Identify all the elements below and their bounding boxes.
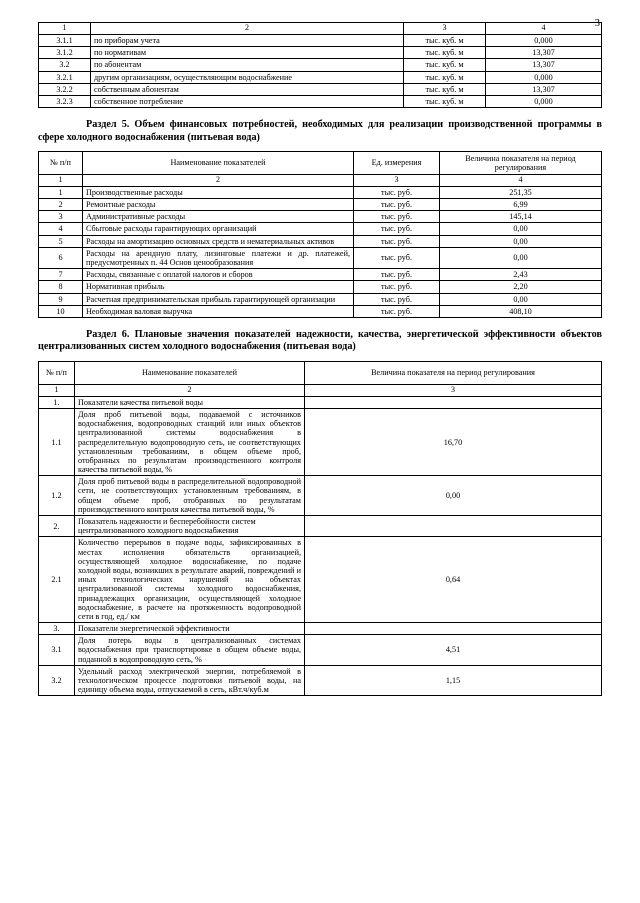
row-name: по приборам учета bbox=[91, 34, 404, 46]
table-row bbox=[39, 211, 602, 223]
table-row bbox=[39, 281, 602, 293]
table-row bbox=[39, 23, 602, 35]
table-row bbox=[39, 199, 602, 211]
col-number-3: 3 bbox=[305, 384, 602, 396]
row-unit: тыс. куб. м bbox=[404, 95, 486, 107]
table-row bbox=[39, 305, 602, 317]
row-name: Необходимая валовая выручка bbox=[83, 305, 354, 317]
table-row bbox=[39, 408, 602, 475]
row-name: собственное потребление bbox=[91, 95, 404, 107]
table-row bbox=[39, 34, 602, 46]
row-no: 1.1 bbox=[39, 408, 75, 475]
col-number-2: 2 bbox=[83, 174, 354, 186]
row-unit: тыс. куб. м bbox=[404, 83, 486, 95]
row-name: Административные расходы bbox=[83, 211, 354, 223]
row-unit: тыс. руб. bbox=[354, 199, 440, 211]
table-row bbox=[39, 174, 602, 186]
table-row bbox=[39, 59, 602, 71]
row-name: Доля проб питьевой воды в распределительной водопроводной сети, не соответствующих установленным требованиям, в общем объеме проб, отобранных по результатам производственного контроля качества питьевой воды, % bbox=[75, 476, 305, 516]
row-value bbox=[305, 623, 602, 635]
table-row bbox=[39, 83, 602, 95]
row-value: 2,43 bbox=[440, 269, 602, 281]
row-no: 2.1 bbox=[39, 537, 75, 623]
row-unit: тыс. руб. bbox=[354, 235, 440, 247]
table-continuation-wrap bbox=[38, 22, 602, 108]
col-number-2: 2 bbox=[75, 384, 305, 396]
row-value bbox=[305, 396, 602, 408]
row-name: Доля проб питьевой воды, подаваемой с источников водоснабжения, водопроводных станций или иных объектов централизованной системы водоснабжения в распределительную водопроводную сеть, не соответствующих установленным требованиям, в общем объеме проб, отобранных по результатам производственного контроля качества питьевой воды, % bbox=[75, 408, 305, 475]
table-row bbox=[39, 665, 602, 696]
row-unit: тыс. руб. bbox=[354, 293, 440, 305]
row-value: 6,99 bbox=[440, 199, 602, 211]
row-value: 0,00 bbox=[440, 223, 602, 235]
row-name: Расчетная предпринимательская прибыль гарантирующей организации bbox=[83, 293, 354, 305]
row-value: 0,64 bbox=[305, 537, 602, 623]
row-unit: тыс. руб. bbox=[354, 211, 440, 223]
row-no: 2. bbox=[39, 516, 75, 537]
row-no: 1. bbox=[39, 396, 75, 408]
row-name: другим организациям, осуществляющим водоснабжение bbox=[91, 71, 404, 83]
row-value: 0,00 bbox=[305, 476, 602, 516]
col-number-1: 1 bbox=[39, 23, 91, 35]
table-reliability-indicators bbox=[38, 361, 602, 697]
table-row bbox=[39, 223, 602, 235]
row-name: Удельный расход электрической энергии, потребляемой в технологическом процессе подготовки питьевой воды, на единицу объема воды, отпускаемой в сеть, кВт.ч/куб.м bbox=[75, 665, 305, 696]
row-name: по абонентам bbox=[91, 59, 404, 71]
row-no: 3.1.1 bbox=[39, 34, 91, 46]
row-value: 13,307 bbox=[486, 83, 602, 95]
row-no: 3.2.3 bbox=[39, 95, 91, 107]
row-no: 10 bbox=[39, 305, 83, 317]
col-number-4: 4 bbox=[486, 23, 602, 35]
table-row bbox=[39, 537, 602, 623]
table-row bbox=[39, 235, 602, 247]
row-name: Производственные расходы bbox=[83, 186, 354, 198]
row-value bbox=[305, 516, 602, 537]
row-unit: тыс. руб. bbox=[354, 223, 440, 235]
table-consumption bbox=[38, 22, 602, 108]
row-value: 408,10 bbox=[440, 305, 602, 317]
table-row bbox=[39, 516, 602, 537]
row-value: 1,15 bbox=[305, 665, 602, 696]
row-unit: тыс. куб. м bbox=[404, 47, 486, 59]
row-name: Сбытовые расходы гарантирующих организаций bbox=[83, 223, 354, 235]
row-value: 0,000 bbox=[486, 71, 602, 83]
row-value: 13,307 bbox=[486, 47, 602, 59]
header-name: Наименование показателей bbox=[83, 151, 354, 174]
table-section-5-wrap bbox=[38, 151, 602, 318]
table-row bbox=[39, 47, 602, 59]
row-no: 3.2.1 bbox=[39, 71, 91, 83]
row-value: 2,20 bbox=[440, 281, 602, 293]
header-name: Наименование показателей bbox=[75, 361, 305, 384]
row-value: 0,00 bbox=[440, 247, 602, 268]
row-unit: тыс. руб. bbox=[354, 269, 440, 281]
row-no: 6 bbox=[39, 247, 83, 268]
page-number: 3 bbox=[594, 18, 600, 29]
table-row bbox=[39, 623, 602, 635]
table-section-6-wrap bbox=[38, 361, 602, 697]
col-number-3: 3 bbox=[404, 23, 486, 35]
row-no: 3.1.2 bbox=[39, 47, 91, 59]
table-header-row bbox=[39, 151, 602, 174]
row-no: 1.2 bbox=[39, 476, 75, 516]
row-no: 4 bbox=[39, 223, 83, 235]
section-5-title: Раздел 5. Объем финансовых потребностей, необходимых для реализации производственной программы в сфере холодного водоснабжения (питьевая вода) bbox=[38, 119, 602, 143]
row-no: 3.2.2 bbox=[39, 83, 91, 95]
table-row bbox=[39, 384, 602, 396]
row-no: 5 bbox=[39, 235, 83, 247]
row-value: 145,14 bbox=[440, 211, 602, 223]
row-unit: тыс. руб. bbox=[354, 186, 440, 198]
row-name: по нормативам bbox=[91, 47, 404, 59]
col-number-4: 4 bbox=[440, 174, 602, 186]
row-no: 3.1 bbox=[39, 635, 75, 666]
row-name: Показатель надежности и бесперебойности систем централизованного холодного водоснабжения bbox=[75, 516, 305, 537]
row-no: 3 bbox=[39, 211, 83, 223]
row-no: 8 bbox=[39, 281, 83, 293]
row-value: 0,00 bbox=[440, 235, 602, 247]
row-name: Доля потерь воды в централизованных системах водоснабжения при транспортировке в общем объеме воды, поданной в водопроводную сеть, % bbox=[75, 635, 305, 666]
row-unit: тыс. куб. м bbox=[404, 59, 486, 71]
row-no: 1 bbox=[39, 186, 83, 198]
row-no: 7 bbox=[39, 269, 83, 281]
table-row bbox=[39, 247, 602, 268]
row-no: 3.2 bbox=[39, 665, 75, 696]
table-row bbox=[39, 635, 602, 666]
row-unit: тыс. куб. м bbox=[404, 71, 486, 83]
header-unit: Ед. измерения bbox=[354, 151, 440, 174]
table-row bbox=[39, 95, 602, 107]
row-name: Расходы, связанные с оплатой налогов и сборов bbox=[83, 269, 354, 281]
row-unit: тыс. руб. bbox=[354, 281, 440, 293]
table-header-row bbox=[39, 361, 602, 384]
row-no: 3. bbox=[39, 623, 75, 635]
header-value: Величина показателя на период регулирования bbox=[440, 151, 602, 174]
header-no: № п/п bbox=[39, 361, 75, 384]
row-value: 0,000 bbox=[486, 34, 602, 46]
row-name: Расходы на арендную плату, лизинговые платежи и др. платежей, предусмотренных п. 44 Основ ценообразования bbox=[83, 247, 354, 268]
table-row bbox=[39, 269, 602, 281]
section-6-title: Раздел 6. Плановые значения показателей надежности, качества, энергетической эффективности объектов централизованных систем холодного водоснабжения (питьевая вода) bbox=[38, 328, 602, 353]
col-number-2: 2 bbox=[91, 23, 404, 35]
row-value: 0,00 bbox=[440, 293, 602, 305]
row-name: Показатели энергетической эффективности bbox=[75, 623, 305, 635]
col-number-1: 1 bbox=[39, 384, 75, 396]
row-unit: тыс. куб. м bbox=[404, 34, 486, 46]
col-number-3: 3 bbox=[354, 174, 440, 186]
row-value: 0,000 bbox=[486, 95, 602, 107]
col-number-1: 1 bbox=[39, 174, 83, 186]
table-row bbox=[39, 396, 602, 408]
row-value: 251,35 bbox=[440, 186, 602, 198]
row-name: Расходы на амортизацию основных средств и нематериальных активов bbox=[83, 235, 354, 247]
row-value: 4,51 bbox=[305, 635, 602, 666]
header-value: Величина показателя на период регулирования bbox=[305, 361, 602, 384]
row-name: Показатели качества питьевой воды bbox=[75, 396, 305, 408]
row-value: 16,70 bbox=[305, 408, 602, 475]
table-row bbox=[39, 476, 602, 516]
row-value: 13,307 bbox=[486, 59, 602, 71]
table-row bbox=[39, 71, 602, 83]
row-name: Ремонтные расходы bbox=[83, 199, 354, 211]
row-unit: тыс. руб. bbox=[354, 305, 440, 317]
row-name: собственным абонентам bbox=[91, 83, 404, 95]
row-no: 3.2 bbox=[39, 59, 91, 71]
row-no: 9 bbox=[39, 293, 83, 305]
table-financial-needs bbox=[38, 151, 602, 318]
row-name: Количество перерывов в подаче воды, зафиксированных в местах исполнения обязательств организацией, осуществляющей холодное водоснабжение, по подаче холодной воды, возникших в результате аварий, повреждений и иных технологических нарушений на объектах централизованной системы холодного водоснабжения, принадлежащих организации, осуществляющей холодное водоснабжение, в расчете на протяженность водопроводной сети в год, ед./ км bbox=[75, 537, 305, 623]
table-row bbox=[39, 186, 602, 198]
row-no: 2 bbox=[39, 199, 83, 211]
table-row bbox=[39, 293, 602, 305]
header-no: № п/п bbox=[39, 151, 83, 174]
row-name: Нормативная прибыль bbox=[83, 281, 354, 293]
row-unit: тыс. руб. bbox=[354, 247, 440, 268]
